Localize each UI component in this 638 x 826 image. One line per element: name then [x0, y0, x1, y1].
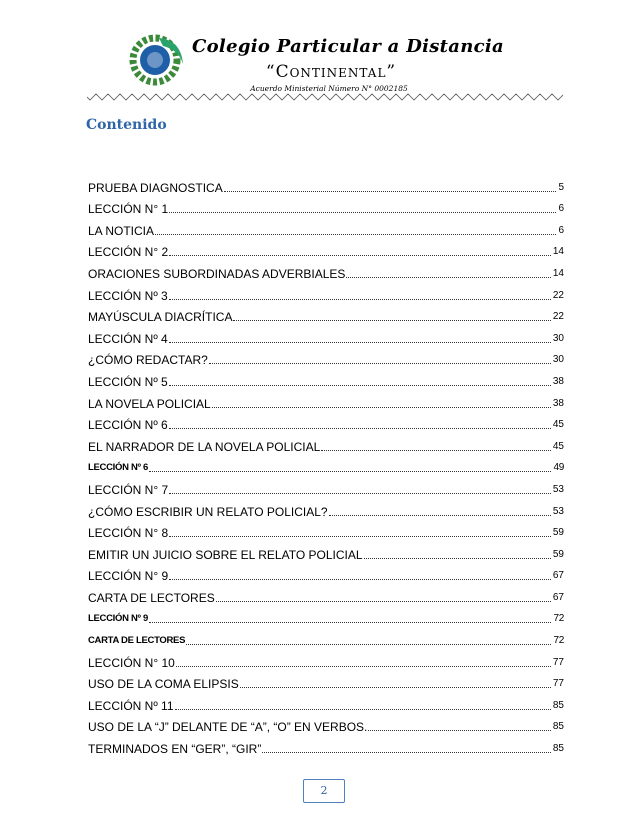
- toc-entry[interactable]: [88, 714, 564, 736]
- toc-leader-dots: [186, 644, 551, 645]
- toc-entry-page: 85: [552, 699, 564, 711]
- toc-entry-label: EL NARRADOR DE LA NOVELA POLICIAL: [88, 439, 321, 454]
- toc-leader-dots: [169, 342, 551, 343]
- toc-entry[interactable]: [88, 282, 564, 304]
- toc-leader-dots: [321, 450, 551, 451]
- toc-entry-page: 6: [558, 224, 564, 236]
- toc-leader-dots: [212, 407, 551, 408]
- toc-entry[interactable]: [88, 735, 564, 757]
- toc-entry-page: 49: [553, 462, 564, 474]
- toc-entry-page: 59: [552, 527, 564, 539]
- toc-entry-page: 67: [552, 591, 564, 603]
- toc-leader-dots: [224, 191, 557, 192]
- toc-leader-dots: [364, 558, 551, 559]
- toc-entry[interactable]: [88, 520, 564, 542]
- toc-entry[interactable]: [88, 174, 564, 196]
- toc-leader-dots: [169, 299, 551, 300]
- toc-leader-dots: [233, 320, 550, 321]
- toc-entry-label: LECCIÓN Nº 5: [88, 374, 168, 389]
- toc-entry-page: 53: [552, 505, 564, 517]
- toc-entry-page: 67: [552, 570, 564, 582]
- toc-leader-dots: [176, 666, 551, 667]
- toc-entry-label: CARTA DE LECTORES: [88, 590, 215, 605]
- toc-entry[interactable]: [88, 541, 564, 563]
- toc-entry-label: LECCIÓN N° 8: [88, 526, 169, 541]
- toc-entry[interactable]: [88, 390, 564, 412]
- toc-entry-page: 45: [552, 419, 564, 431]
- toc-leader-dots: [209, 363, 551, 364]
- toc-entry[interactable]: [88, 584, 564, 606]
- toc-leader-dots: [169, 255, 551, 256]
- toc-entry-label: LECCIÓN Nº 3: [88, 288, 168, 303]
- toc-entry[interactable]: [88, 217, 564, 239]
- toc-entry-label: LECCIÓN Nº 9: [88, 613, 149, 625]
- toc-entry[interactable]: [88, 196, 564, 218]
- toc-entry-page: 22: [552, 289, 564, 301]
- toc-entry-label: LECCIÓN Nº 11: [88, 698, 174, 713]
- toc-entry-page: 22: [552, 311, 564, 323]
- toc-entry[interactable]: [88, 692, 564, 714]
- toc-entry-label: LECCIÓN N° 10: [88, 655, 175, 670]
- toc-leader-dots: [262, 752, 551, 753]
- toc-entry-label: LECCIÓN N° 7: [88, 482, 169, 497]
- toc-entry[interactable]: [88, 368, 564, 390]
- school-name: Colegio Particular a Distancia: [192, 36, 505, 57]
- toc-entry[interactable]: [88, 433, 564, 455]
- toc-entry-label: USO DE LA COMA ELIPSIS: [88, 677, 239, 692]
- toc-entry[interactable]: [88, 627, 564, 649]
- decorative-border-line: [87, 92, 563, 102]
- toc-entry[interactable]: [88, 347, 564, 369]
- toc-entry-page: 14: [552, 246, 564, 258]
- toc-entry-label: EMITIR UN JUICIO SOBRE EL RELATO POLICIAL: [88, 547, 363, 562]
- toc-leader-dots: [329, 515, 551, 516]
- toc-leader-dots: [155, 234, 556, 235]
- toc-entry[interactable]: [88, 455, 564, 477]
- toc-entry-page: 30: [552, 354, 564, 366]
- toc-leader-dots: [216, 601, 551, 602]
- toc-leader-dots: [169, 493, 551, 494]
- toc-entry-label: ¿CÓMO ESCRIBIR UN RELATO POLICIAL?: [88, 504, 328, 519]
- toc-entry-page: 38: [552, 397, 564, 409]
- toc-entry-label: MAYÚSCULA DIACRÍTICA: [88, 310, 233, 325]
- toc-entry-page: 5: [558, 181, 564, 193]
- toc-entry[interactable]: [88, 649, 564, 671]
- toc-entry-label: TERMINADOS EN “GER”, “GIR”: [88, 742, 262, 757]
- table-of-contents: [88, 174, 564, 757]
- toc-leader-dots: [169, 579, 551, 580]
- school-subname: “Continental”: [265, 62, 397, 82]
- toc-entry[interactable]: [88, 304, 564, 326]
- toc-entry[interactable]: [88, 563, 564, 585]
- toc-entry[interactable]: [88, 606, 564, 628]
- toc-entry-label: ¿CÓMO REDACTAR?: [88, 353, 208, 368]
- resolution-note: Acuerdo Ministerial Número N° 0002185: [250, 84, 408, 93]
- toc-entry-page: 45: [552, 440, 564, 452]
- toc-entry[interactable]: [88, 476, 564, 498]
- toc-entry-label: USO DE LA “J” DELANTE DE “A”, “O” EN VERBOS.: [88, 720, 368, 735]
- toc-leader-dots: [346, 277, 550, 278]
- toc-entry[interactable]: [88, 260, 564, 282]
- toc-entry[interactable]: [88, 671, 564, 693]
- toc-entry-label: ORACIONES SUBORDINADAS ADVERBIALES: [88, 266, 346, 281]
- toc-leader-dots: [169, 536, 551, 537]
- toc-leader-dots: [169, 385, 551, 386]
- toc-entry-page: 59: [552, 548, 564, 560]
- toc-entry-label: LECCIÓN N° 9: [88, 569, 169, 584]
- toc-entry-page: 6: [558, 203, 564, 215]
- toc-leader-dots: [169, 212, 556, 213]
- page-number: 2: [303, 779, 345, 803]
- toc-entry[interactable]: [88, 498, 564, 520]
- toc-leader-dots: [169, 428, 551, 429]
- school-logo-icon: [129, 30, 189, 90]
- toc-entry-label: LECCIÓN N° 2: [88, 245, 169, 260]
- toc-entry-page: 30: [552, 332, 564, 344]
- toc-entry-label: LECCIÓN Nº 6: [88, 462, 149, 474]
- toc-entry[interactable]: [88, 325, 564, 347]
- contents-heading: Contenido: [86, 117, 167, 133]
- toc-entry-label: LA NOTICIA: [88, 223, 155, 238]
- toc-leader-dots: [368, 730, 550, 731]
- toc-entry-page: 85: [552, 743, 564, 755]
- toc-entry-page: 77: [552, 678, 564, 690]
- toc-entry-page: 14: [552, 267, 564, 279]
- toc-entry-page: 53: [552, 483, 564, 495]
- toc-leader-dots: [149, 471, 551, 472]
- toc-entry-label: LECCIÓN Nº 4: [88, 331, 168, 346]
- toc-leader-dots: [240, 687, 551, 688]
- toc-entry-label: LECCIÓN N° 1: [88, 202, 169, 217]
- toc-entry[interactable]: [88, 412, 564, 434]
- toc-entry-page: 77: [552, 656, 564, 668]
- toc-entry-page: 72: [553, 613, 564, 625]
- toc-entry-label: LECCIÓN Nº 6: [88, 418, 168, 433]
- toc-entry-label: LA NOVELA POLICIAL: [88, 396, 211, 411]
- toc-entry-label: PRUEBA DIAGNOSTICA: [88, 180, 223, 195]
- toc-leader-dots: [149, 622, 551, 623]
- toc-leader-dots: [175, 709, 551, 710]
- toc-entry-page: 85: [552, 721, 564, 733]
- toc-entry-page: 72: [553, 635, 564, 647]
- toc-entry-label: CARTA DE LECTORES: [88, 635, 186, 647]
- toc-entry[interactable]: [88, 239, 564, 261]
- toc-entry-page: 38: [552, 375, 564, 387]
